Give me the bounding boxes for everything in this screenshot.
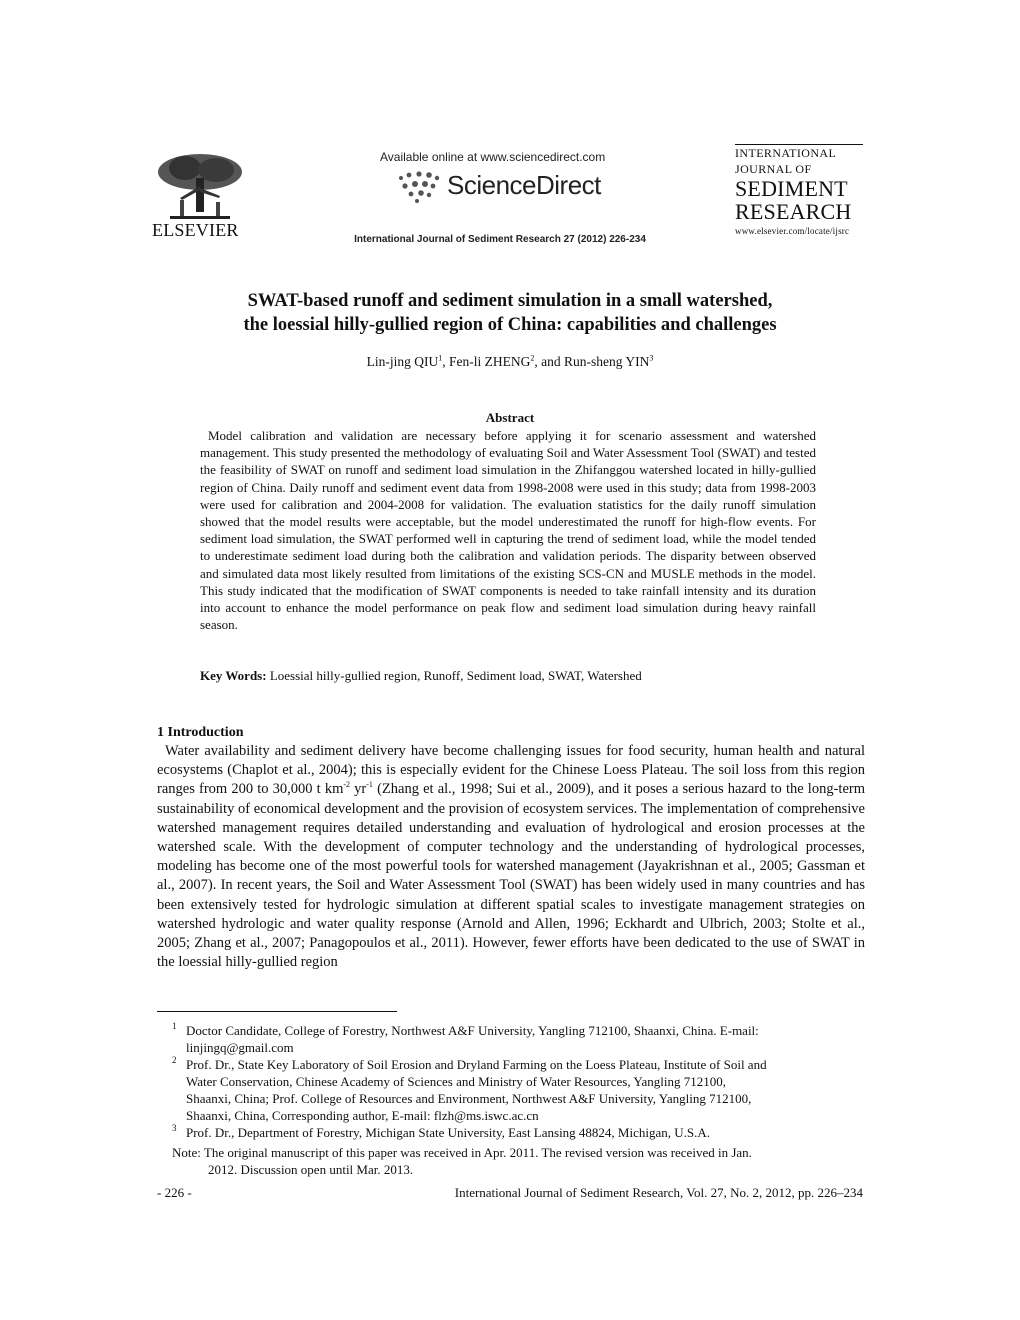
keywords <box>200 668 816 684</box>
abstract-heading: Abstract <box>485 410 535 425</box>
journal-url: www.elsevier.com/locate/ijsrc <box>735 226 850 236</box>
journal-logo-line: INTERNATIONAL <box>735 146 837 160</box>
journal-logo-line: SEDIMENT <box>735 176 848 201</box>
intro-superscript: -1 <box>366 780 373 790</box>
sciencedirect-dots-icon <box>395 170 441 204</box>
footnote-email-link[interactable]: linjingq@gmail.com <box>186 1040 294 1055</box>
note-text: 2012. Discussion open until Mar. 2013. <box>208 1162 414 1177</box>
footnote-rule <box>157 1011 397 1012</box>
author-name: Lin-jing QIU <box>366 354 439 369</box>
journal-logo-line: JOURNAL OF <box>735 162 812 176</box>
author-list <box>150 354 870 370</box>
keywords-label: Key Words: <box>200 668 267 683</box>
note-text: Note: The original manuscript of this paper was received in Apr. 2011. The revised version was received in Jan. <box>172 1145 752 1160</box>
manuscript-note <box>172 1144 862 1178</box>
author-affiliation-mark: 3 <box>649 353 654 363</box>
footnote-text: Prof. Dr., Department of Forestry, Michigan State University, East Lansing 48824, Michigan, U.S.A. <box>186 1125 711 1140</box>
keywords-text: Loessial hilly-gullied region, Runoff, Sediment load, SWAT, Watershed <box>269 668 642 683</box>
paper-title <box>150 289 870 337</box>
page-number: - 226 - <box>157 1185 192 1200</box>
footnote-3 <box>172 1124 862 1141</box>
intro-superscript: -2 <box>343 780 351 790</box>
elsevier-wordmark: ELSEVIER <box>152 220 239 240</box>
footnote-text: Water Conservation, Chinese Academy of Sciences and Ministry of Water Resources, Yangling 712100, <box>186 1074 726 1089</box>
journal-logo <box>735 144 863 236</box>
footnote-text: Shaanxi, China, Corresponding author, E-mail: flzh@ms.iswc.ac.cn <box>186 1108 539 1123</box>
footer-citation: International Journal of Sediment Research, Vol. 27, No. 2, 2012, pp. 226–234 <box>454 1185 863 1200</box>
author-affiliation-mark: 2 <box>530 353 535 363</box>
available-online-text: Available online at www.sciencedirect.com <box>380 150 606 164</box>
author-affiliation-mark: 1 <box>438 353 443 363</box>
footnote-text: Shaanxi, China; Prof. College of Resources and Environment, Northwest A&F University, Yangling 712100, <box>186 1091 752 1106</box>
section-heading: 1 Introduction <box>157 725 244 740</box>
journal-logo-line: RESEARCH <box>735 199 852 224</box>
footnote-number: 3 <box>172 1123 177 1133</box>
footnote-2 <box>172 1056 862 1124</box>
abstract-text: Model calibration and validation are necessary before applying it for scenario assessment and watershed management. This study presented the methodology of evaluating Soil and Water Assessment Tool (SWAT) and tested the feasibility of SWAT on runoff and sediment load simulation in the Zhifanggou watershed located in hilly-gullied region of China. Daily runoff and sediment event data from 1998-2008 were used in this study; data from 1998-2003 were used for calibration and 2004-2008 for validation. The evaluation statistics for the daily runoff simulation showed that the model results were acceptable, but the model underestimated the runoff for high-flow events. For sediment load simulation, the SWAT performed well in capturing the trend of sediment load, while the model tended to underestimate sediment load during both the calibration and validation periods. The disparity between observed and simulated data most likely resulted from limitations of the existing SCS-CN and MUSLE methods in the model. This study indicated that the modification of SWAT components is needed to take rainfall intensity and its duration into account to enhance the model performance on peak flow and sediment load simulation during heavy rainfall season. <box>200 428 816 633</box>
footnote-1 <box>172 1022 862 1056</box>
paper-title-line: the loessial hilly-gullied region of China: capabilities and challenges <box>243 315 777 335</box>
author-name: Run-sheng YIN <box>564 354 650 369</box>
author-separator: , and <box>534 354 564 369</box>
footnote-number: 2 <box>172 1055 177 1065</box>
footnote-number: 1 <box>172 1021 177 1031</box>
intro-text-part: yr <box>350 781 367 798</box>
paper-title-line: SWAT-based runoff and sediment simulation in a small watershed, <box>247 291 773 311</box>
journal-reference: International Journal of Sediment Research 27 (2012) 226-234 <box>354 234 646 245</box>
intro-text-part: Water availability and sediment delivery have become challenging issues for food security, human health and natural ecosystems (Chaplot et al., 2004); this is especially evident for the Chinese Loess Plateau. The soil loss from this region ranges from 200 to 30,000 t km <box>157 743 865 798</box>
introduction-text <box>157 742 865 972</box>
intro-text-part: (Zhang et al., 1998; Sui et al., 2009), and it poses a serious hazard to the long-term sustainability of economical development and the provision of ecosystem services. The implementation of comprehensive watershed management requires detailed understanding and evaluation of hydrological and erosion processes at the watershed scale. With the development of computer technology and the understanding of hydrological processes, modeling has become one of the most powerful tools for watershed management (Jayakrishnan et al., 2005; Gassman et al., 2007). In recent years, the Soil and Water Assessment Tool (SWAT) has been widely used in many countries and has been extensively tested for hydrologic simulation at different spatial scales to investigate management strategies on watershed hydrologic and water quality response (Arnold and Allen, 1996; Eckhardt and Ulbrich, 2003; Stolte et al., 2005; Zhang et al., 2007; Panagopoulos et al., 2011). However, fewer efforts have been dedicated to the use of SWAT in the loessial hilly-gullied region <box>157 781 865 971</box>
author-name: Fen-li ZHENG <box>449 354 531 369</box>
footnote-text: Prof. Dr., State Key Laboratory of Soil Erosion and Dryland Farming on the Loess Plateau, Institute of Soil and <box>186 1057 767 1072</box>
sciencedirect-wordmark: ScienceDirect <box>447 170 601 200</box>
author-separator: , <box>442 354 449 369</box>
footnote-text: Doctor Candidate, College of Forestry, Northwest A&F University, Yangling 712100, Shaanxi, China. E-mail: <box>186 1023 759 1038</box>
